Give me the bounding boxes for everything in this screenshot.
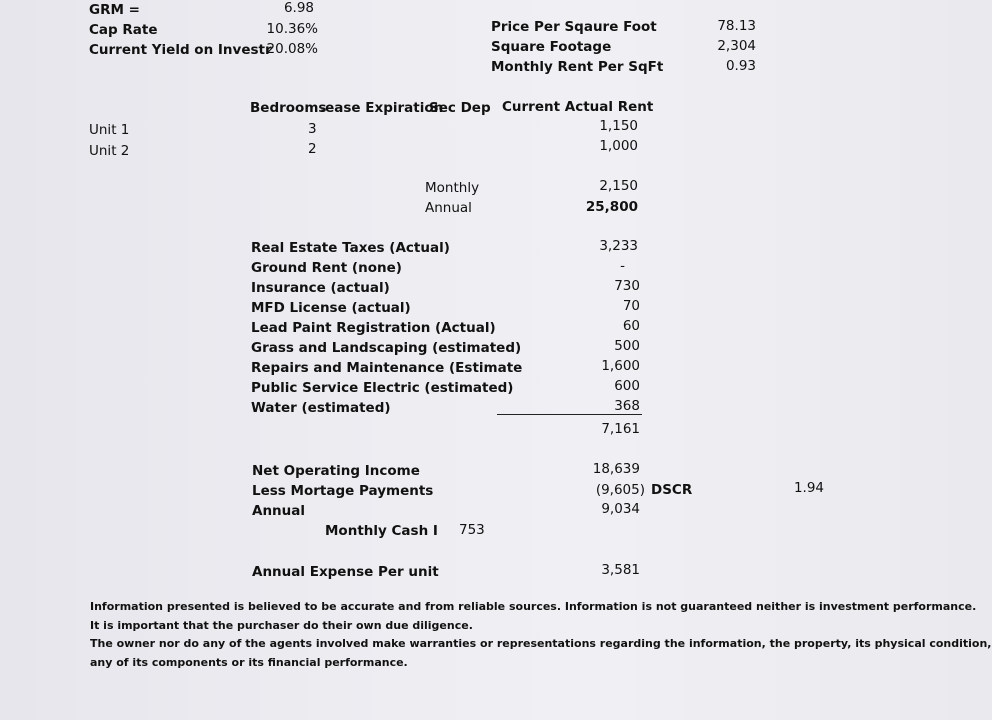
annual-rent-total: 25,800 xyxy=(585,199,638,215)
expense-value: - xyxy=(620,258,625,274)
expense-per-unit-label: Annual Expense Per unit xyxy=(252,564,439,580)
expense-per-unit-value: 3,581 xyxy=(601,562,640,578)
expense-total: 7,161 xyxy=(601,421,640,437)
yield-label: Current Yield on Investr xyxy=(89,42,272,58)
yield-value: 20.08% xyxy=(266,41,318,57)
expense-label: Lead Paint Registration (Actual) xyxy=(251,320,496,336)
sqft-label: Square Footage xyxy=(491,39,612,55)
monthly-rent-total: 2,150 xyxy=(599,178,638,194)
noi-label: Net Operating Income xyxy=(252,463,420,479)
header-bedrooms: Bedrooms xyxy=(250,100,327,116)
grm-value: 6.98 xyxy=(283,0,314,16)
expense-label: Water (estimated) xyxy=(251,400,391,416)
total-rule xyxy=(497,414,642,415)
unit-2-bedrooms: 2 xyxy=(308,141,317,157)
mortgage-value: (9,605) xyxy=(595,482,645,498)
cap-rate-value: 10.36% xyxy=(266,21,318,37)
grm-label: GRM = xyxy=(89,2,140,18)
noi-value: 18,639 xyxy=(592,461,640,477)
mortgage-label: Less Mortage Payments xyxy=(252,483,434,499)
price-sqft-label: Price Per Sqaure Foot xyxy=(491,19,657,35)
cash-annual-label: Annual xyxy=(252,503,306,519)
expense-value: 600 xyxy=(614,378,640,394)
disclaimer-line: Information presented is believed to be accurate and from reliable sources. Information is not guaranteed neither is investment performance. xyxy=(90,600,977,613)
expense-value: 70 xyxy=(622,298,640,314)
expense-label: MFD License (actual) xyxy=(251,300,411,316)
disclaimer-line: It is important that the purchaser do their own due diligence. xyxy=(90,618,473,632)
expense-label: Real Estate Taxes (Actual) xyxy=(251,240,450,256)
header-lease-expiration: .ease Expiration xyxy=(320,100,444,116)
unit-2-label: Unit 2 xyxy=(89,143,130,159)
monthly-cash-value: 753 xyxy=(459,522,485,538)
expense-label: Repairs and Maintenance (Estimate xyxy=(251,360,523,376)
sqft-value: 2,304 xyxy=(717,38,756,54)
expense-value: 500 xyxy=(614,338,640,354)
expense-value: 368 xyxy=(614,398,640,414)
disclaimer xyxy=(90,598,992,672)
rent-sqft-label: Monthly Rent Per SqFt xyxy=(491,59,664,75)
monthly-label: Monthly xyxy=(425,180,480,196)
expense-label: Insurance (actual) xyxy=(251,280,390,296)
expense-label: Public Service Electric (estimated) xyxy=(251,380,514,396)
header-sec-dep: Sec Dep xyxy=(429,100,491,116)
expense-value: 730 xyxy=(614,278,640,294)
rent-sqft-value: 0.93 xyxy=(725,58,756,74)
cash-annual-value: 9,034 xyxy=(601,501,640,517)
expense-value: 60 xyxy=(622,318,640,334)
annual-label: Annual xyxy=(425,200,472,216)
dscr-value: 1.94 xyxy=(793,480,824,496)
expense-value: 3,233 xyxy=(599,238,638,254)
dscr-label: DSCR xyxy=(651,482,693,498)
header-current-rent: Current Actual Rent xyxy=(502,99,654,115)
price-sqft-value: 78.13 xyxy=(717,18,756,34)
unit-1-bedrooms: 3 xyxy=(308,121,317,137)
disclaimer-line: The owner nor do any of the agents involved make warranties or representations regarding the information, the property, its physical condition, xyxy=(90,637,992,650)
unit-1-rent: 1,150 xyxy=(599,118,638,134)
expense-label: Ground Rent (none) xyxy=(251,260,402,276)
unit-1-label: Unit 1 xyxy=(89,122,130,138)
unit-2-rent: 1,000 xyxy=(599,138,638,154)
monthly-cash-label: Monthly Cash I xyxy=(325,523,438,539)
disclaimer-line: any of its components or its financial performance. xyxy=(90,655,408,669)
expense-value: 1,600 xyxy=(601,358,640,374)
expense-label: Grass and Landscaping (estimated) xyxy=(251,340,522,356)
cap-rate-label: Cap Rate xyxy=(89,22,158,38)
